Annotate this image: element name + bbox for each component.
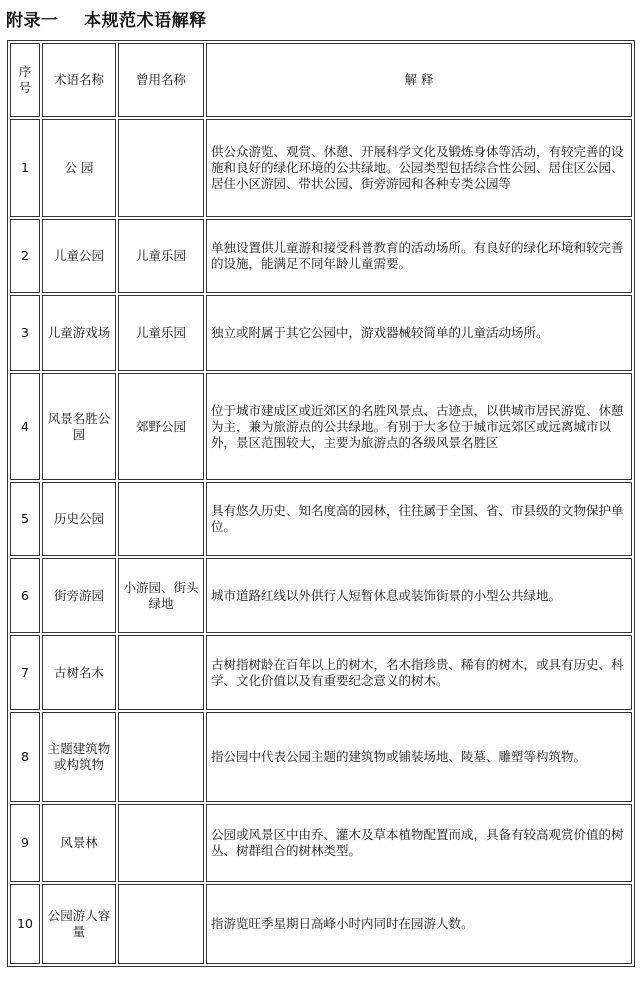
- row-no: 3: [10, 295, 40, 371]
- table-row: [10, 558, 632, 633]
- row-explanation: 单独设置供儿童游和接受科普教育的活动场所。有良好的绿化环境和较完善的设施，能满足不同年龄儿童需要。: [206, 219, 632, 293]
- row-term: 风景林: [42, 804, 116, 882]
- row-former-name: 儿童乐园: [118, 295, 204, 371]
- row-explanation: 供公众游览、观赏、休憩、开展科学文化及锻炼身体等活动，有较完善的设施和良好的绿化环境的公共绿地。公园类型包括综合性公园、居住区公园、居住小区游园、带状公园、街旁游园和各种专类公园等: [206, 119, 632, 217]
- header-no: 序号: [10, 43, 40, 117]
- table-row: [10, 219, 632, 293]
- row-term: 儿童公园: [42, 219, 116, 293]
- table-row: [10, 482, 632, 556]
- row-no: 4: [10, 373, 40, 480]
- document-title: 附录一 本规范术语解释: [6, 11, 207, 31]
- row-no: 7: [10, 635, 40, 710]
- row-no: 5: [10, 482, 40, 556]
- table-row: [10, 119, 632, 217]
- table-header-row: [10, 43, 632, 117]
- row-former-name: 小游园、街头绿地: [118, 558, 204, 633]
- row-former-name: [118, 482, 204, 556]
- row-explanation: 位于城市建成区或近郊区的名胜风景点、古迹点，以供城市居民游览、休憩为主，兼为旅游点的公共绿地。有别于大多位于城市远郊区或远离城市以外，景区范围较大，主要为旅游点的各级风景名胜区: [206, 373, 632, 480]
- row-former-name: [118, 884, 204, 964]
- row-term: 古树名木: [42, 635, 116, 710]
- row-term: 儿童游戏场: [42, 295, 116, 371]
- header-term: 术语名称: [42, 43, 116, 117]
- row-explanation: 指公园中代表公园主题的建筑物或铺装场地、陵墓、雕塑等构筑物。: [206, 712, 632, 802]
- row-no: 10: [10, 884, 40, 964]
- row-explanation: 古树指树龄在百年以上的树木，名木指珍贵、稀有的树木，或具有历史、科学、文化价值以及有重要纪念意义的树木。: [206, 635, 632, 710]
- table-row: [10, 712, 632, 802]
- table-row: [10, 635, 632, 710]
- row-term: 历史公园: [42, 482, 116, 556]
- row-no: 2: [10, 219, 40, 293]
- row-term: 风景名胜公 园: [42, 373, 116, 480]
- row-term: 公园游人容量: [42, 884, 116, 964]
- row-former-name: [118, 712, 204, 802]
- row-former-name: 郊野公园: [118, 373, 204, 480]
- table-row: [10, 884, 632, 964]
- row-explanation: 指游览旺季星期日高峰小时内同时在园游人数。: [206, 884, 632, 964]
- table-row: [10, 295, 632, 371]
- terms-table: [7, 40, 635, 967]
- row-no: 9: [10, 804, 40, 882]
- table-row: [10, 804, 632, 882]
- row-explanation: 独立或附属于其它公园中，游戏器械较简单的儿童活动场所。: [206, 295, 632, 371]
- header-explanation: 解 释: [206, 43, 632, 117]
- row-former-name: [118, 635, 204, 710]
- row-no: 8: [10, 712, 40, 802]
- table-row: [10, 373, 632, 480]
- row-explanation: 公园或风景区中由乔、灌木及草本植物配置而成，具备有较高观赏价值的树丛、树群组合的树林类型。: [206, 804, 632, 882]
- row-term: 公 园: [42, 119, 116, 217]
- row-explanation: 城市道路红线以外供行人短暂休息或装饰街景的小型公共绿地。: [206, 558, 632, 633]
- row-former-name: [118, 804, 204, 882]
- row-no: 6: [10, 558, 40, 633]
- row-no: 1: [10, 119, 40, 217]
- row-term: 街旁游园: [42, 558, 116, 633]
- header-former-name: 曾用名称: [118, 43, 204, 117]
- row-former-name: 儿童乐园: [118, 219, 204, 293]
- row-term: 主题建筑物或构筑物: [42, 712, 116, 802]
- row-former-name: [118, 119, 204, 217]
- row-explanation: 具有悠久历史、知名度高的园林，往往属于全国、省、市县级的文物保护单位。: [206, 482, 632, 556]
